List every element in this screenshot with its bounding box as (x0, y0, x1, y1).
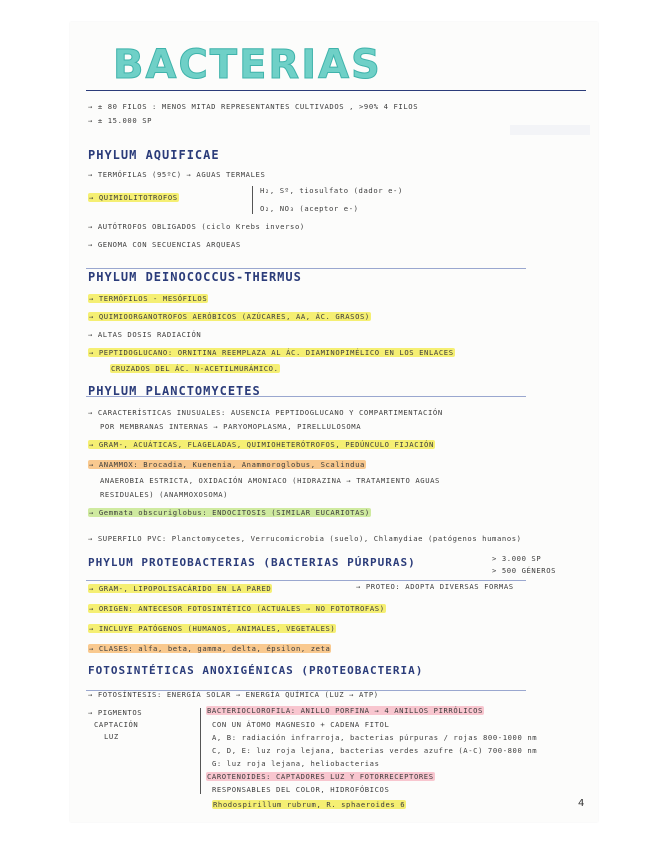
aquificae-donor: H₂, Sº, tiosulfato (dador e-) (260, 186, 403, 195)
carotenoides-line-2: RESPONSABLES DEL COLOR, HIDROFÓBICOS (212, 785, 390, 794)
proteo-genera-count: > 500 GÉNEROS (492, 566, 557, 575)
luz-label: LUZ (104, 732, 119, 741)
heading-planctomycetes: PHYLUM PLANCTOMYCETES (88, 384, 261, 398)
proteo-line-1 (88, 584, 272, 594)
aquificae-line-1: → TERMÓFILAS (95ºC) → AGUAS TERMALES (88, 170, 266, 179)
cruzados-highlight: CRUZADOS DEL ÁC. N-ACETILMURÁMICO. (111, 364, 279, 373)
proteo-line-3 (88, 624, 336, 634)
clases-highlight: → CLASES: alfa, beta, gamma, delta, épsilon, zeta (89, 644, 331, 653)
bacterioclorofila-line-3: A, B: radiación infrarroja, bacterias púrpuras / rojas 800-1000 nm (212, 733, 538, 742)
plancto-line-6: RESIDUALES) (ANAMMOXOSOMA) (100, 490, 229, 499)
intro-line-2: → ± 15.000 SP (88, 116, 153, 125)
rhodospirillum-highlight: Rhodospirillum rubrum, R. sphaeroides 6 (213, 800, 406, 809)
plancto-line-5: ANAEROBIA ESTRICTA, OXIDACIÓN AMONIACO (HIDRAZINA → TRATAMIENTO AGUAS (100, 476, 440, 485)
bacterioclorofila-highlight: BACTERIOCLOROFILA: ANILLO PORFINA → 4 ANILLOS PIRRÓLICOS (207, 706, 483, 715)
aquificae-line-3: → AUTÓTROFOS OBLIGADOS (ciclo Krebs inverso) (88, 222, 305, 231)
heading-deinococcus: PHYLUM DEINOCOCCUS-THERMUS (88, 270, 302, 284)
plancto-line-2: POR MEMBRANAS INTERNAS → PARYOMOPLASMA, PIRELLULOSOMA (100, 422, 362, 431)
aquificae-acceptor: O₂, NO₃ (aceptor e-) (260, 204, 359, 213)
deino-line-4 (88, 348, 455, 358)
intro-line-1: → ± 80 FILOS : MENOS MITAD REPRESENTANTES CULTIVADOS , >90% 4 FILOS (88, 102, 419, 111)
plancto-line-1: → CARACTERÍSTICAS INUSUALES: AUSENCIA PEPTIDOGLUCANO Y COMPARTIMENTACIÓN (88, 408, 443, 417)
bacterioclorofila-line-4: C, D, E: luz roja lejana, bacterias verdes azufre (A-C) 700-800 nm (212, 746, 538, 755)
bacterioclorofila-line-2: CON UN ÁTOMO MAGNESIO + CADENA FITOL (212, 720, 390, 729)
title-underline (86, 90, 586, 91)
plancto-line-4 (88, 460, 366, 470)
bacterioclorofila-line-1 (206, 706, 484, 716)
termofilos-highlight: → TERMÓFILOS - MESÓFILOS (89, 294, 208, 303)
deino-line-3: → ALTAS DOSIS RADIACIÓN (88, 330, 202, 339)
bleed-through-mark (510, 125, 590, 135)
brace (200, 708, 201, 794)
gemmata-highlight: → Gemmata obscuriglobus: ENDOCITOSIS (SIMILAR EUCARIOTAS) (89, 508, 370, 517)
deino-line-1 (88, 294, 208, 304)
lipopolisacarido-highlight: → GRAM-, LIPOPOLISACÁRIDO EN LA PARED (89, 584, 272, 593)
deino-line-2 (88, 312, 371, 322)
carotenoides-line-1 (206, 772, 435, 782)
carotenoides-highlight: CAROTENOIDES: CAPTADORES LUZ Y FOTORRECEPTORES (207, 772, 434, 781)
anammox-highlight: → ANAMMOX: Brocadia, Kuenenia, Anammoroglobus, Scalindua (89, 460, 365, 469)
heading-proteobacterias: PHYLUM PROTEOBACTERIAS (BACTERIAS PÚRPURAS) (88, 556, 416, 569)
origen-highlight: → ORIGEN: ANTECESOR FOTOSINTÉTICO (ACTUALES → NO FOTOTROFAS) (89, 604, 385, 613)
deino-line-5 (110, 364, 280, 374)
captacion-label: CAPTACIÓN (94, 720, 139, 729)
proteo-line-2 (88, 604, 386, 614)
aquificae-line-2 (88, 193, 179, 203)
proteo-line-1b: → PROTEO: ADOPTA DIVERSAS FORMAS (356, 582, 514, 591)
gram-highlight: → GRAM-, ACUÁTICAS, FLAGELADAS, QUIMIOHETERÓTROFOS, PEDÚNCULO FIJACIÓN (89, 440, 434, 449)
heading-fotosinteticas: FOTOSINTÉTICAS ANOXIGÉNICAS (PROTEOBACTERIA) (88, 664, 424, 677)
page-title: BACTERIAS (113, 42, 382, 88)
divider (86, 268, 526, 269)
page-number: 4 (578, 798, 585, 809)
peptidoglucano-highlight: → PEPTIDOGLUCANO: ORNITINA REEMPLAZA AL ÁC. DIAMINOPIMÉLICO EN LOS ENLACES (89, 348, 454, 357)
foto-line-1: → FOTOSÍNTESIS: ENERGÍA SOLAR → ENERGÍA QUÍMICA (LUZ → ATP) (88, 690, 379, 699)
carotenoides-line-3 (212, 800, 406, 810)
brace (252, 186, 253, 214)
plancto-line-8: → SUPERFILO PVC: Planctomycetes, Verrucomicrobia (suelo), Chlamydiae (patógenos humanos) (88, 534, 522, 543)
proteo-species-count: > 3.000 SP (492, 554, 542, 563)
proteo-line-4 (88, 644, 331, 654)
plancto-line-3 (88, 440, 435, 450)
aquificae-line-4: → GENOMA CON SECUENCIAS ARQUEAS (88, 240, 241, 249)
quimiolitotrofos-highlight: → QUIMIOLITOTROFOS (89, 193, 178, 202)
quimioorganotrofos-highlight: → QUIMIOORGANOTROFOS AERÓBICOS (AZÚCARES, AA, ÁC. GRASOS) (89, 312, 370, 321)
plancto-line-7 (88, 508, 371, 518)
bacterioclorofila-line-5: G: luz roja lejana, heliobacterias (212, 759, 380, 768)
heading-aquificae: PHYLUM AQUIFICAE (88, 148, 220, 162)
pigmentos-label: → PIGMENTOS (88, 708, 143, 717)
patogenos-highlight: → INCLUYE PATÓGENOS (HUMANOS, ANIMALES, VEGETALES) (89, 624, 336, 633)
divider (86, 580, 526, 581)
